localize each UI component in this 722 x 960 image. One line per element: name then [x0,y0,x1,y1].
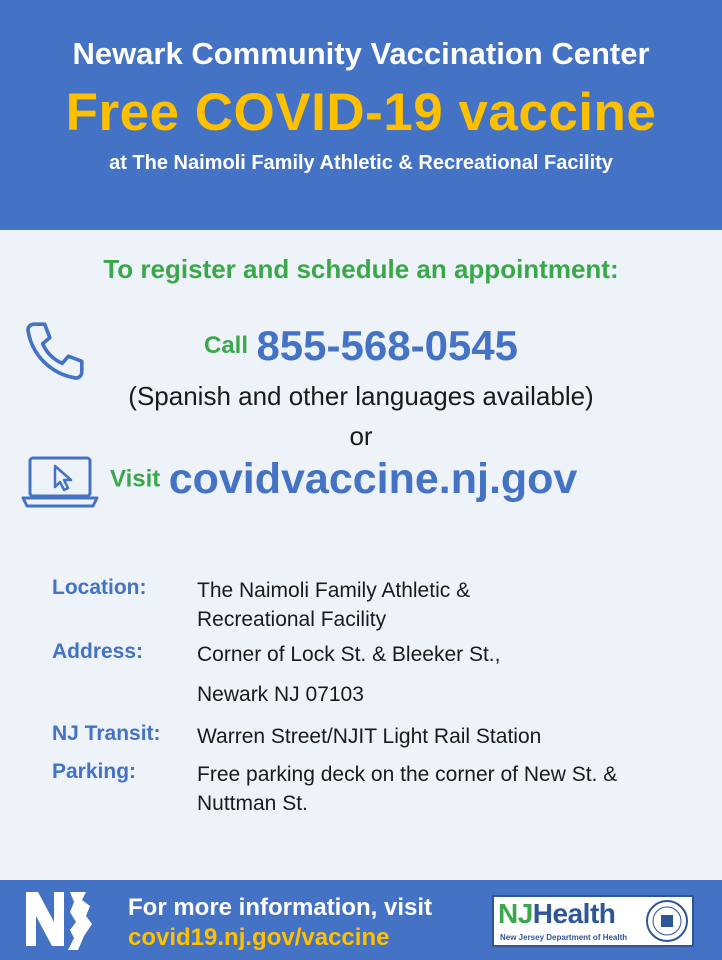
address-line-1: Corner of Lock St. & Bleeker St., [197,643,501,666]
more-info-link[interactable]: covid19.nj.gov/vaccine [128,924,390,951]
state-seal-icon [645,899,689,943]
venue-subtitle: at The Naimoli Family Athletic & Recreational Facility [109,152,613,174]
visit-url-link[interactable]: covidvaccine.nj.gov [168,455,578,503]
headline: Free COVID-19 vaccine [65,83,657,142]
location-line-2: Recreational Facility [197,608,387,631]
organization-title: Newark Community Vaccination Center [72,36,650,71]
call-line [0,322,722,370]
nj-health-logo [492,895,694,947]
address-row [52,640,702,680]
parking-label: Parking: [52,760,137,783]
parking-row [52,760,702,820]
nj-health-wordmark: NJHealth [498,898,616,929]
header-banner [0,0,722,230]
parking-line-2: Nuttman St. [197,792,308,815]
languages-note: (Spanish and other languages available) [128,381,594,411]
address-line-2: Newark NJ 07103 [197,683,364,706]
register-heading: To register and schedule an appointment: [103,254,619,284]
or-separator: or [349,421,373,451]
details-list [52,576,702,820]
laptop-cursor-icon [20,454,100,510]
phone-number[interactable]: 855-568-0545 [256,322,519,369]
address-row-2 [52,680,702,722]
location-label: Location: [52,576,147,599]
nj-health-subtitle: New Jersey Department of Health [500,933,628,942]
transit-value: Warren Street/NJIT Light Rail Station [197,725,542,748]
footer-banner [0,880,722,960]
transit-row [52,722,702,760]
location-line-1: The Naimoli Family Athletic & [197,579,471,602]
location-row [52,576,702,640]
nj-state-logo [24,888,96,954]
transit-label: NJ Transit: [52,722,161,745]
call-label: Call [203,332,248,359]
more-info-text: For more information, visit [128,894,433,921]
parking-line-1: Free parking deck on the corner of New St. & [197,763,618,786]
visit-line [110,455,577,504]
address-label: Address: [52,640,144,663]
visit-label: Visit [110,465,161,493]
